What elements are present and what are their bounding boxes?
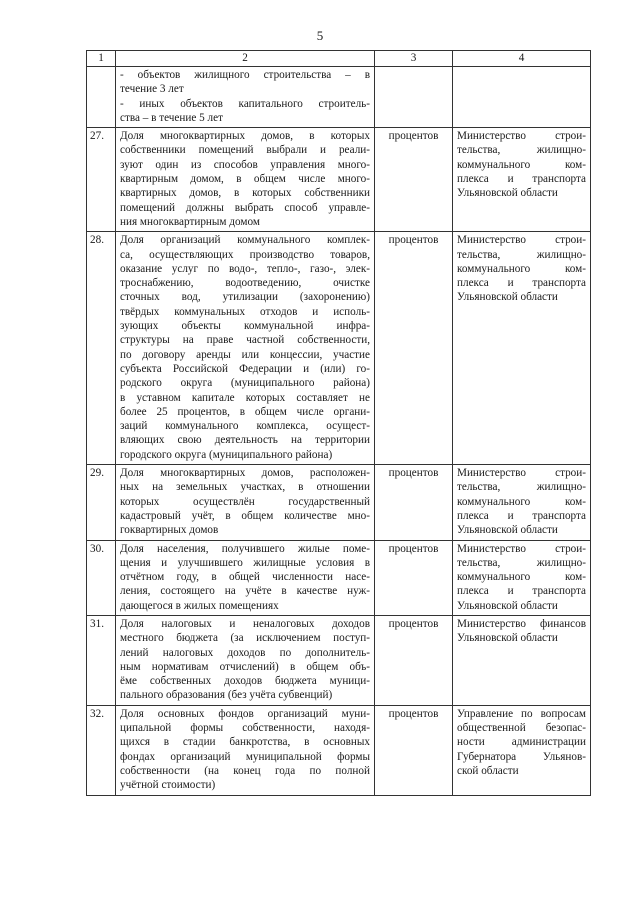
- text-line: оказание услуг по водо-, тепло-, газо-, элек-: [120, 262, 370, 275]
- continuation-row: [87, 67, 591, 128]
- text-line: в уставном капитале которых составляет не: [120, 391, 370, 404]
- text-line: Управление по вопросам: [457, 707, 586, 720]
- text-line: плекса и транспорта: [457, 173, 586, 186]
- indicator-description: [116, 615, 375, 705]
- text-line: тельства, жилищно-: [457, 481, 586, 494]
- text-line: ния многоквартирным домом: [120, 215, 260, 228]
- row-number: 29.: [87, 465, 116, 540]
- text-line: Ульяновской области: [457, 524, 558, 537]
- table-row: [87, 128, 591, 232]
- text-line: собственности (на конец года по полной: [120, 764, 370, 777]
- text-line: по договору аренды или концессии, участие: [120, 348, 370, 361]
- text-line: тельства, жилищно-: [457, 144, 586, 157]
- text-line: дающегося в жилых помещениях: [120, 599, 279, 612]
- text-line: Министерство строи-: [457, 130, 586, 143]
- unit-cell: процентов: [375, 705, 453, 795]
- text-line: Доля населения, получившего жилые поме-: [120, 542, 370, 555]
- text-line: са, осуществляющих производство товаров,: [120, 248, 370, 261]
- text-line: Доля налоговых и неналоговых доходов: [120, 617, 370, 630]
- text-line: коммунального ком-: [457, 158, 586, 171]
- table-header-row: [87, 51, 591, 67]
- text-line: вляющих свою деятельность на территории: [120, 434, 370, 447]
- text-line: ёме собственных доходов бюджета муници-: [120, 675, 370, 688]
- text-line: Ульяновской области: [457, 187, 558, 200]
- row-number: 32.: [87, 705, 116, 795]
- table-row: [87, 705, 591, 795]
- text-line: Министерство строи-: [457, 542, 586, 555]
- text-line: ства – в течение 5 лет: [120, 111, 223, 124]
- text-line: структуры на праве частной собственности,: [120, 334, 370, 347]
- text-line: Доля основных фондов организаций муни-: [120, 707, 370, 720]
- indicator-description: [116, 232, 375, 465]
- row-number: 30.: [87, 540, 116, 615]
- text-line: Доля многоквартирных домов, в которых: [120, 130, 370, 143]
- text-line: Министерство строи-: [457, 467, 586, 480]
- text-line: - объектов жилищного строительства – в: [120, 69, 370, 81]
- text-line: тельства, жилищно-: [457, 248, 586, 261]
- continuation-unit-cell: [375, 67, 453, 128]
- text-line: плекса и транспорта: [457, 509, 586, 522]
- text-line: собственники помещений выбрали и реали-: [120, 144, 370, 157]
- text-line: квартирным домом, в общем числе много-: [120, 173, 370, 186]
- continuation-num-cell: [87, 67, 116, 128]
- text-line: течение 3 лет: [120, 83, 184, 96]
- text-line: Доля организаций коммунального комплек-: [120, 234, 370, 247]
- text-line: зующих объекты коммунальной инфра-: [120, 320, 370, 333]
- text-line: твёрдых коммунальных отходов и исполь-: [120, 305, 370, 318]
- text-line: ным нормативам отчислений) в общем объ-: [120, 660, 370, 673]
- text-line: троснабжению, водоотведению, очистке: [120, 277, 370, 290]
- unit-cell: процентов: [375, 615, 453, 705]
- indicator-description: [116, 465, 375, 540]
- row-number: 27.: [87, 128, 116, 232]
- text-line: общественной безопас-: [457, 722, 586, 735]
- text-line: зуют один из способов управления много-: [120, 158, 370, 171]
- text-line: Доля многоквартирных домов, расположен-: [120, 467, 370, 480]
- text-line: пального образования (без учёта субвенций): [120, 689, 333, 702]
- text-line: щихся в стадии банкротства, в основных: [120, 736, 370, 749]
- text-line: субъекта Российской Федерации и (или) го-: [120, 362, 370, 375]
- responsible-body: [453, 540, 591, 615]
- indicator-description: [116, 705, 375, 795]
- text-line: ности администрации: [457, 736, 586, 749]
- indicators-table: [86, 50, 591, 796]
- continuation-resp-cell: [453, 67, 591, 128]
- unit-cell: процентов: [375, 232, 453, 465]
- text-line: Ульяновской области: [457, 632, 558, 645]
- header-col-2: 2: [116, 51, 375, 67]
- text-line: ления, состоящего на учёте в качестве нуж-: [120, 585, 370, 598]
- text-line: гоквартирных домов: [120, 524, 219, 537]
- table-row: [87, 232, 591, 465]
- text-line: отчётном году, в общей численности насе-: [120, 571, 370, 584]
- indicator-description: [116, 128, 375, 232]
- text-line: лений налоговых доходов по дополнитель-: [120, 646, 370, 659]
- text-line: щения и улучшившего жилищные условия в: [120, 556, 370, 569]
- header-col-4: 4: [453, 51, 591, 67]
- continuation-text-cell: [116, 67, 375, 128]
- row-number: 31.: [87, 615, 116, 705]
- text-line: плекса и транспорта: [457, 585, 586, 598]
- text-line: учётной стоимости): [120, 779, 216, 792]
- text-line: ных на земельных участках, в отношении: [120, 481, 370, 494]
- header-col-3: 3: [375, 51, 453, 67]
- text-line: - иных объектов капитального строитель-: [120, 97, 370, 110]
- text-line: Ульяновской области: [457, 599, 558, 612]
- text-line: коммунального ком-: [457, 495, 586, 508]
- text-line: тельства, жилищно-: [457, 556, 586, 569]
- responsible-body: [453, 128, 591, 232]
- row-number: 28.: [87, 232, 116, 465]
- page-number: 5: [316, 28, 324, 43]
- header-col-1: 1: [87, 51, 116, 67]
- text-line: Министерство строи-: [457, 234, 586, 247]
- text-line: Министерство финансов: [457, 617, 586, 630]
- text-line: плекса и транспорта: [457, 277, 586, 290]
- text-line: коммунального ком-: [457, 262, 586, 275]
- table-row: [87, 540, 591, 615]
- responsible-body: [453, 232, 591, 465]
- text-line: местного бюджета (за исключением поступ-: [120, 632, 370, 645]
- text-line: кадастровый учёт, в общем количестве мно-: [120, 509, 370, 522]
- responsible-body: [453, 705, 591, 795]
- responsible-body: [453, 465, 591, 540]
- table-row: [87, 465, 591, 540]
- text-line: фондах организаций муниципальной формы: [120, 750, 370, 763]
- unit-cell: процентов: [375, 128, 453, 232]
- text-line: Губернатора Ульянов-: [457, 750, 586, 763]
- indicator-description: [116, 540, 375, 615]
- text-line: городского округа (муниципального района): [120, 448, 333, 461]
- text-line: квартирных домов, в которых собственники: [120, 187, 370, 200]
- responsible-body: [453, 615, 591, 705]
- text-line: которых осуществлён государственный: [120, 495, 370, 508]
- text-line: сточных вод, утилизации (захоронению): [120, 291, 370, 304]
- unit-cell: процентов: [375, 540, 453, 615]
- text-line: заций коммунального комплекса, осущест-: [120, 420, 370, 433]
- text-line: более 25 процентов, в общем числе органи-: [120, 405, 370, 418]
- unit-cell: процентов: [375, 465, 453, 540]
- table-row: [87, 615, 591, 705]
- text-line: помещений должны выбрать способ управле-: [120, 201, 370, 214]
- text-line: ской области: [457, 764, 519, 777]
- text-line: родского округа (муниципального района): [120, 377, 370, 390]
- text-line: ципальной формы собственности, находя-: [120, 722, 370, 735]
- text-line: Ульяновской области: [457, 291, 558, 304]
- text-line: коммунального ком-: [457, 571, 586, 584]
